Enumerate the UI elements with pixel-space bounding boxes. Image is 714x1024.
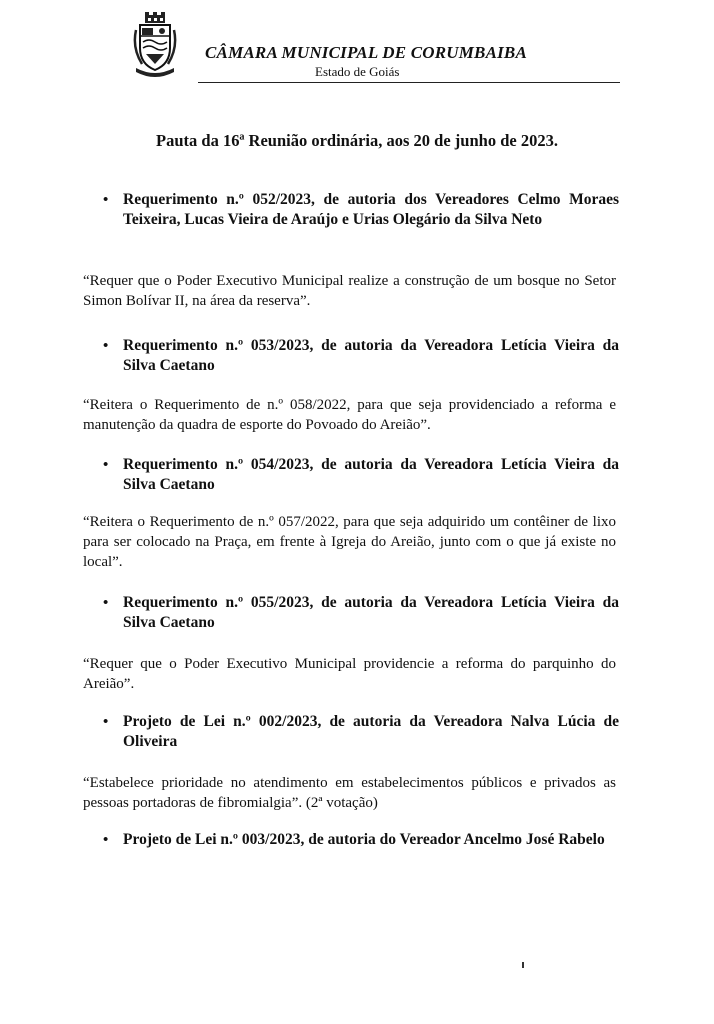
agenda-item-description: “Reitera o Requerimento de n.º 057/2022, para que seja adquirido um contêiner de lixo para ser colocado na Praça, em frente à Igreja do Areião, junto com o que já existe no local”. [83, 514, 616, 570]
scan-mark [522, 962, 524, 968]
bullet-icon: • [103, 457, 109, 473]
agenda-item-title: Requerimento n.º 055/2023, de autoria da Vereadora Letícia Vieira da Silva Caetano [123, 594, 619, 631]
agenda-item-heading [103, 593, 619, 633]
bullet-icon: • [103, 338, 109, 354]
bullet-icon: • [103, 832, 109, 848]
header-divider [198, 82, 620, 83]
bullet-icon: • [103, 595, 109, 611]
agenda-item-title: Requerimento n.º 052/2023, de autoria dos Vereadores Celmo Moraes Teixeira, Lucas Vieira de Araújo e Urias Olegário da Silva Neto [123, 191, 619, 228]
agenda-item-heading [103, 455, 619, 495]
bullet-icon: • [103, 714, 109, 730]
agenda-item-description: “Requer que o Poder Executivo Municipal realize a construção de um bosque no Setor Simon Bolívar II, na área da reserva”. [83, 273, 616, 309]
org-name: CÂMARA MUNICIPAL DE CORUMBAIBA [205, 43, 528, 62]
agenda-item-description: “Reitera o Requerimento de n.º 058/2022, para que seja providenciado a reforma e manutenção da quadra de esporte do Povoado do Areião”. [83, 397, 616, 433]
agenda-item-heading [103, 190, 619, 230]
org-state: Estado de Goiás [315, 64, 400, 79]
agenda-item-heading [103, 336, 619, 376]
letterhead [130, 10, 620, 90]
agenda-item-description: “Estabelece prioridade no atendimento em estabelecimentos públicos e privados as pessoas portadoras de fibromialgia”. (2ª votação) [83, 775, 616, 811]
agenda-item-title: Requerimento n.º 053/2023, de autoria da Vereadora Letícia Vieira da Silva Caetano [123, 337, 619, 374]
agenda-item-title: Projeto de Lei n.º 002/2023, de autoria da Vereadora Nalva Lúcia de Oliveira [123, 713, 619, 750]
bullet-icon: • [103, 192, 109, 208]
agenda-title: Pauta da 16ª Reunião ordinária, aos 20 de junho de 2023. [156, 131, 558, 150]
agenda-item-heading [103, 830, 619, 850]
agenda-item-heading [103, 712, 619, 752]
agenda-item-title: Projeto de Lei n.º 003/2023, de autoria do Vereador Ancelmo José Rabelo [123, 831, 605, 848]
agenda-item-description: “Requer que o Poder Executivo Municipal providencie a reforma do parquinho do Areião”. [83, 656, 616, 692]
agenda-item-title: Requerimento n.º 054/2023, de autoria da Vereadora Letícia Vieira da Silva Caetano [123, 456, 619, 493]
municipal-crest-icon [132, 12, 178, 78]
